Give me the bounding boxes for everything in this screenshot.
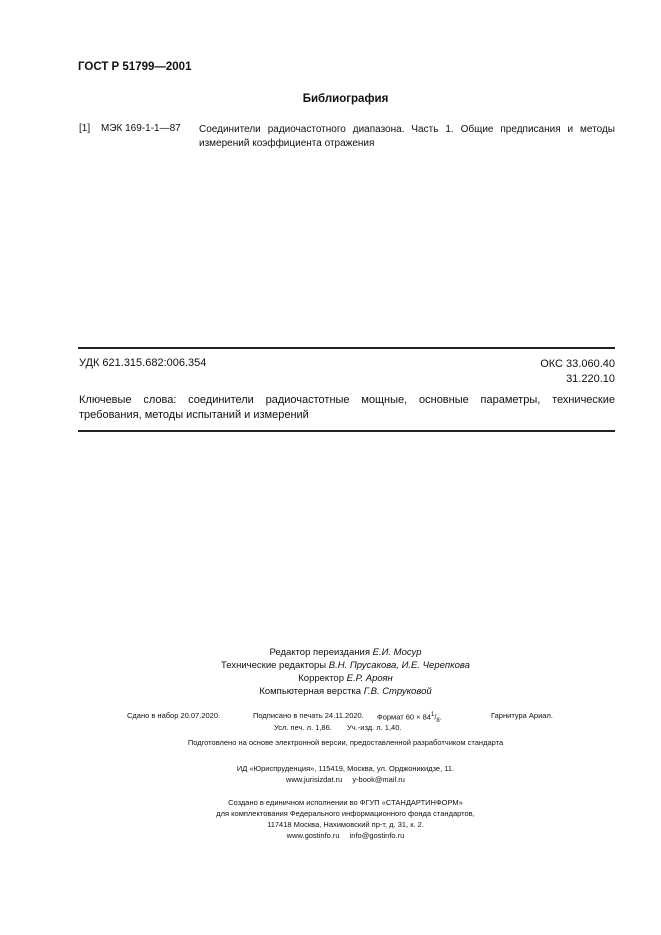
- credit-layout: [30, 685, 661, 698]
- printer-email: info@gostinfo.ru: [349, 831, 405, 840]
- credit-name: Е.Р. Ароян: [346, 673, 393, 684]
- bibliography-entry-text: Соединители радиочастотного диапазона. Часть 1. Общие предписания и методы измерений коэффициента отражения: [199, 124, 615, 149]
- credit-name: Г.В. Струковой: [363, 686, 432, 697]
- publisher-contacts: [30, 774, 661, 785]
- format-numerator: 1: [430, 712, 435, 718]
- credits-block: [0, 646, 661, 698]
- publisher-block: [0, 763, 661, 785]
- credit-role: Корректор: [298, 673, 344, 684]
- print-sheets: Усл. печ. л. 1,86.: [274, 723, 332, 732]
- format-prefix: Формат 60 × 84: [377, 712, 431, 722]
- printer-line-2: для комплектования Федерального информационного фонда стандартов,: [216, 809, 475, 818]
- credit-editor: [30, 646, 661, 659]
- keywords: Ключевые слова: соединители радиочастотные мощные, основные параметры, технические требования, методы испытаний и измерений: [79, 394, 615, 421]
- udc-code: УДК 621.315.682:006.354: [79, 357, 207, 369]
- format-denominator: 8: [436, 718, 440, 724]
- publisher-address: ИД «Юриспруденция», 115419, Москва, ул. Орджоникидзе, 11.: [236, 764, 455, 773]
- bibliography-entry-code: МЭК 169-1-1—87: [101, 123, 181, 134]
- credit-role: Технические редакторы: [221, 660, 327, 671]
- format-suffix: .: [439, 712, 442, 722]
- credit-name: Е.И. Мосур: [372, 647, 422, 658]
- credit-tech-editors: [30, 659, 661, 672]
- print-signed: Подписано в печать 24.11.2020.: [253, 711, 364, 720]
- printer-line-1: Создано в единичном исполнении во ФГУП «СТАНДАРТИНФОРМ»: [228, 798, 463, 807]
- bibliography-title: Библиография: [302, 93, 389, 105]
- credit-proofreader: [30, 672, 661, 685]
- divider-bottom: [78, 430, 615, 432]
- print-edition-sheets: Уч.-изд. л. 1,40.: [347, 723, 402, 732]
- print-submitted: Сдано в набор 20.07.2020.: [127, 711, 221, 720]
- oks-code-1: ОКС 33.060.40: [540, 358, 615, 370]
- oks-code-2: 31.220.10: [566, 373, 615, 385]
- printer-contacts: [30, 830, 661, 841]
- print-typeface: Гарнитура Ариал.: [491, 711, 553, 720]
- publisher-site: www.jurisizdat.ru: [286, 775, 343, 784]
- publisher-email: y-book@mail.ru: [352, 775, 405, 784]
- printer-site: www.gostinfo.ru: [286, 831, 340, 840]
- printer-line-3: 117418 Москва, Нахимовский пр-т, д. 31, к. 2.: [267, 820, 424, 829]
- prepared-note: Подготовлено на основе электронной версии, предоставленной разработчиком стандарта: [187, 738, 504, 747]
- credit-role: Редактор переиздания: [269, 647, 370, 658]
- credit-name: В.Н. Прусакова, И.Е. Черепкова: [328, 660, 470, 671]
- oks-codes: [540, 357, 615, 387]
- print-format: Формат $60 \times 84^1/_8$.: [377, 712, 442, 724]
- divider-top: [78, 347, 615, 349]
- document-code: ГОСТ Р 51799—2001: [78, 61, 192, 73]
- printer-block: [0, 797, 661, 841]
- credit-role: Компьютерная верстка: [259, 686, 362, 697]
- bibliography-entry-number: [1]: [79, 123, 91, 134]
